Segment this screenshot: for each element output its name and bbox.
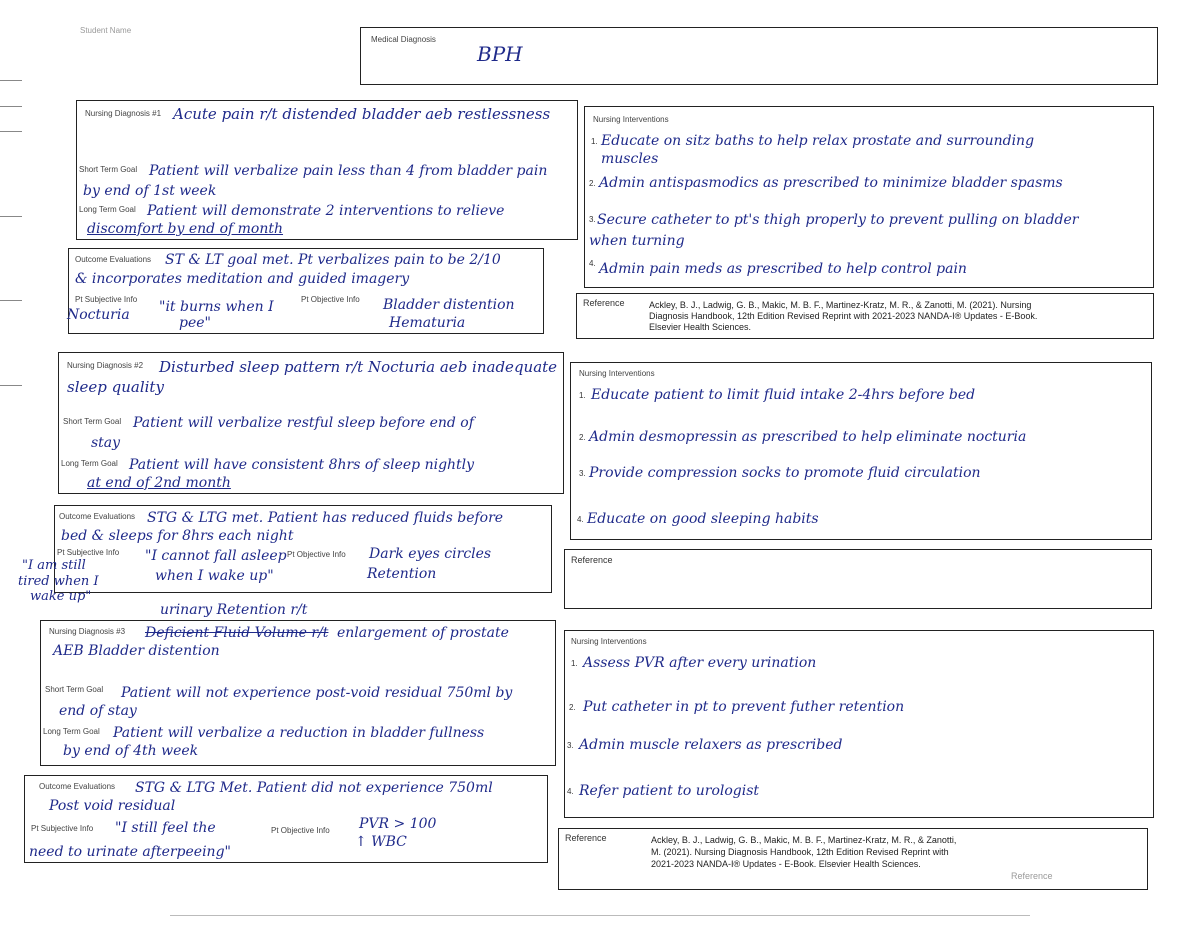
intervention-3-3: Admin muscle relaxers as prescribed [579, 737, 843, 753]
long-term-goal-2-line2: at end of 2nd month [87, 475, 231, 491]
intervention-number: 4. [589, 259, 596, 268]
objective-info-1-line2: Hematuria [389, 315, 466, 331]
nursing-diagnosis-1-text: Acute pain r/t distended bladder aeb restlessness [173, 105, 551, 123]
outcome-evaluations-2-box [54, 505, 552, 593]
intervention-2-1: Educate patient to limit fluid intake 2-4hrs before bed [591, 387, 976, 403]
subjective-info-2-line2: when I wake up" [155, 568, 274, 584]
intervention-3-2: Put catheter in pt to prevent futher retention [583, 699, 905, 715]
scan-line [170, 915, 1030, 916]
intervention-number: 3. [567, 741, 574, 750]
objective-info-2-line1: Dark eyes circles [369, 546, 492, 562]
long-term-goal-line2: discomfort by end of month [87, 221, 284, 237]
scan-mark [0, 216, 22, 217]
medical-diagnosis-label: Medical Diagnosis [371, 35, 436, 44]
subjective-prefix-text: Nocturia [67, 307, 130, 323]
intervention-number: 4. [567, 787, 574, 796]
outcome-evaluations-1-line1: ST & LT goal met. Pt verbalizes pain to be 2/10 [165, 252, 501, 268]
nursing-interventions-1-box [584, 106, 1154, 288]
short-term-goal-label: Short Term Goal [45, 685, 104, 694]
subjective-info-1-line1: "it burns when I [159, 299, 274, 315]
intervention-number: 2. [589, 179, 596, 188]
outcome-evaluations-label: Outcome Evaluations [59, 512, 136, 521]
nursing-diagnosis-3-line2: AEB Bladder distention [53, 643, 220, 659]
short-term-goal-3-line1: Patient will not experience post-void residual 750ml by [121, 685, 513, 701]
intervention-1-3-line1: Secure catheter to pt's thigh properly to prevent pulling on bladder [597, 212, 1079, 228]
short-term-goal-label: Short Term Goal [79, 165, 138, 174]
objective-info-2-line2: Retention [367, 566, 437, 582]
short-term-goal-line2: by end of 1st week [83, 183, 217, 199]
short-term-goal-2-line1: Patient will verbalize restful sleep before end of [133, 415, 474, 431]
reference-3-line1: Ackley, B. J., Ladwig, G. B., Makic, M. B. F., Martinez-Kratz, M. R., & Zanotti, [651, 835, 957, 845]
intervention-number: 1. [579, 391, 586, 400]
reference-1-box [576, 293, 1154, 339]
outcome-evaluations-3-box [24, 775, 548, 863]
pt-subjective-info-label: Pt Subjective Info [75, 295, 138, 304]
reference-1-line1: Ackley, B. J., Ladwig, G. B., Makic, M. B. F., Martinez-Kratz, M. R., & Zanotti, M. (2021). Nursing [649, 300, 1032, 310]
intervention-2-4: Educate on good sleeping habits [587, 511, 819, 527]
reference-1-line3: Elsevier Health Sciences. [649, 322, 752, 332]
scan-mark [0, 385, 22, 386]
reference-3-line3: 2021-2023 NANDA-I® Updates - E-Book. Elsevier Health Sciences. [651, 859, 921, 869]
intervention-number: 4. [577, 515, 584, 524]
intervention-2-3: Provide compression socks to promote fluid circulation [589, 465, 981, 481]
intervention-2-2: Admin desmopressin as prescribed to help eliminate nocturia [589, 429, 1027, 445]
short-term-goal-2-line2: stay [91, 435, 121, 451]
intervention-1-1-line2: muscles [601, 151, 659, 167]
outcome-evaluations-1-line2: & incorporates meditation and guided imagery [75, 271, 410, 287]
long-term-goal-label: Long Term Goal [79, 205, 136, 214]
outcome-evaluations-label: Outcome Evaluations [75, 255, 152, 264]
long-term-goal-2-line1: Patient will have consistent 8hrs of sleep nightly [129, 457, 475, 473]
margin-note-line2: tired when I [18, 574, 99, 589]
pt-objective-info-label: Pt Objective Info [287, 550, 346, 559]
reference-1-line2: Diagnosis Handbook, 12th Edition Revised Reprint with 2021-2023 NANDA-I® Updates - E-Book. [649, 311, 1038, 321]
nursing-interventions-label: Nursing Interventions [571, 637, 647, 646]
objective-info-3-line1: PVR > 100 [359, 816, 437, 832]
long-term-goal-label: Long Term Goal [61, 459, 118, 468]
nursing-diagnosis-3-box [40, 620, 556, 766]
intervention-1-2-line1: Admin antispasmodics as prescribed to minimize bladder spasms [599, 175, 1063, 191]
outcome-evaluations-1-box [68, 248, 544, 334]
intervention-number: 1. [571, 659, 578, 668]
outcome-evaluations-3-line1: STG & LTG Met. Patient did not experience 750ml [135, 780, 493, 796]
subjective-info-1-line2: pee" [179, 315, 211, 331]
nursing-diagnosis-1-box [76, 100, 578, 240]
short-term-goal-3-line2: end of stay [59, 703, 137, 719]
reference-label: Reference [583, 298, 625, 308]
subjective-info-2-line1: "I cannot fall asleep [145, 548, 287, 564]
scan-mark [0, 106, 22, 107]
short-term-goal-label: Short Term Goal [63, 417, 122, 426]
subjective-info-3-line2: need to urinate afterpeeing" [29, 844, 231, 860]
nursing-diagnosis-2-line2: sleep quality [67, 378, 164, 396]
reference-label: Reference [571, 555, 613, 565]
reference-ghost-label: Reference [1011, 871, 1053, 881]
reference-3-box [558, 828, 1148, 890]
nursing-diagnosis-3-label: Nursing Diagnosis #3 [49, 627, 126, 636]
medical-diagnosis-box [360, 27, 1158, 85]
intervention-number: 2. [579, 433, 586, 442]
intervention-number: 1. [591, 137, 598, 146]
pt-subjective-info-label: Pt Subjective Info [31, 824, 94, 833]
scan-mark [0, 131, 22, 132]
pt-objective-info-label: Pt Objective Info [271, 826, 330, 835]
margin-note-line3: wake up" [30, 589, 92, 604]
long-term-goal-3-line2: by end of 4th week [63, 743, 199, 759]
short-term-goal-line1: Patient will verbalize pain less than 4 from bladder pain [149, 163, 548, 179]
nursing-interventions-3-box [564, 630, 1154, 818]
nursing-diagnosis-3-struck: Deficient Fluid Volume r/t [145, 625, 329, 641]
diagnosis-3-above-note: urinary Retention r/t [160, 602, 308, 618]
intervention-number: 3. [589, 215, 596, 224]
long-term-goal-line1: Patient will demonstrate 2 interventions to relieve [147, 203, 505, 219]
reference-label: Reference [565, 833, 607, 843]
intervention-1-4-line1: Admin pain meds as prescribed to help control pain [599, 261, 967, 277]
intervention-number: 3. [579, 469, 586, 478]
nursing-diagnosis-2-line1: Disturbed sleep pattern r/t Nocturia aeb inadequate [159, 358, 558, 376]
subjective-info-3-line1: "I still feel the [115, 820, 216, 836]
outcome-evaluations-label: Outcome Evaluations [39, 782, 116, 791]
long-term-goal-label: Long Term Goal [43, 727, 100, 736]
outcome-evaluations-2-line1: STG & LTG met. Patient has reduced fluids before [147, 510, 504, 526]
nursing-diagnosis-3-line1: enlargement of prostate [337, 625, 509, 641]
scan-mark [0, 300, 22, 301]
nursing-diagnosis-1-label: Nursing Diagnosis #1 [85, 109, 162, 118]
medical-diagnosis-value: BPH [477, 42, 523, 66]
outcome-evaluations-3-line2: Post void residual [49, 798, 176, 814]
nursing-diagnosis-2-label: Nursing Diagnosis #2 [67, 361, 144, 370]
pt-subjective-info-label: Pt Subjective Info [57, 548, 120, 557]
outcome-evaluations-2-line2: bed & sleeps for 8hrs each night [61, 528, 294, 544]
long-term-goal-3-line1: Patient will verbalize a reduction in bladder fullness [113, 725, 485, 741]
scan-mark [0, 80, 22, 81]
intervention-3-4: Refer patient to urologist [579, 783, 760, 799]
margin-note-line1: "I am still [22, 558, 86, 573]
intervention-3-1: Assess PVR after every urination [583, 655, 817, 671]
objective-info-3-line2: ↑ WBC [355, 834, 407, 850]
reference-3-line2: M. (2021). Nursing Diagnosis Handbook, 12th Edition Revised Reprint with [651, 847, 949, 857]
intervention-1-3-line2: when turning [589, 233, 685, 249]
intervention-number: 2. [569, 703, 576, 712]
nursing-diagnosis-2-box [58, 352, 564, 494]
intervention-1-1-line1: Educate on sitz baths to help relax prostate and surrounding [601, 133, 1035, 149]
nursing-interventions-2-box [570, 362, 1152, 540]
student-name-label: Student Name [80, 26, 132, 35]
pt-objective-info-label: Pt Objective Info [301, 295, 360, 304]
nursing-interventions-label: Nursing Interventions [579, 369, 655, 378]
objective-info-1-line1: Bladder distention [383, 297, 515, 313]
reference-2-box [564, 549, 1152, 609]
nursing-interventions-label: Nursing Interventions [593, 115, 669, 124]
